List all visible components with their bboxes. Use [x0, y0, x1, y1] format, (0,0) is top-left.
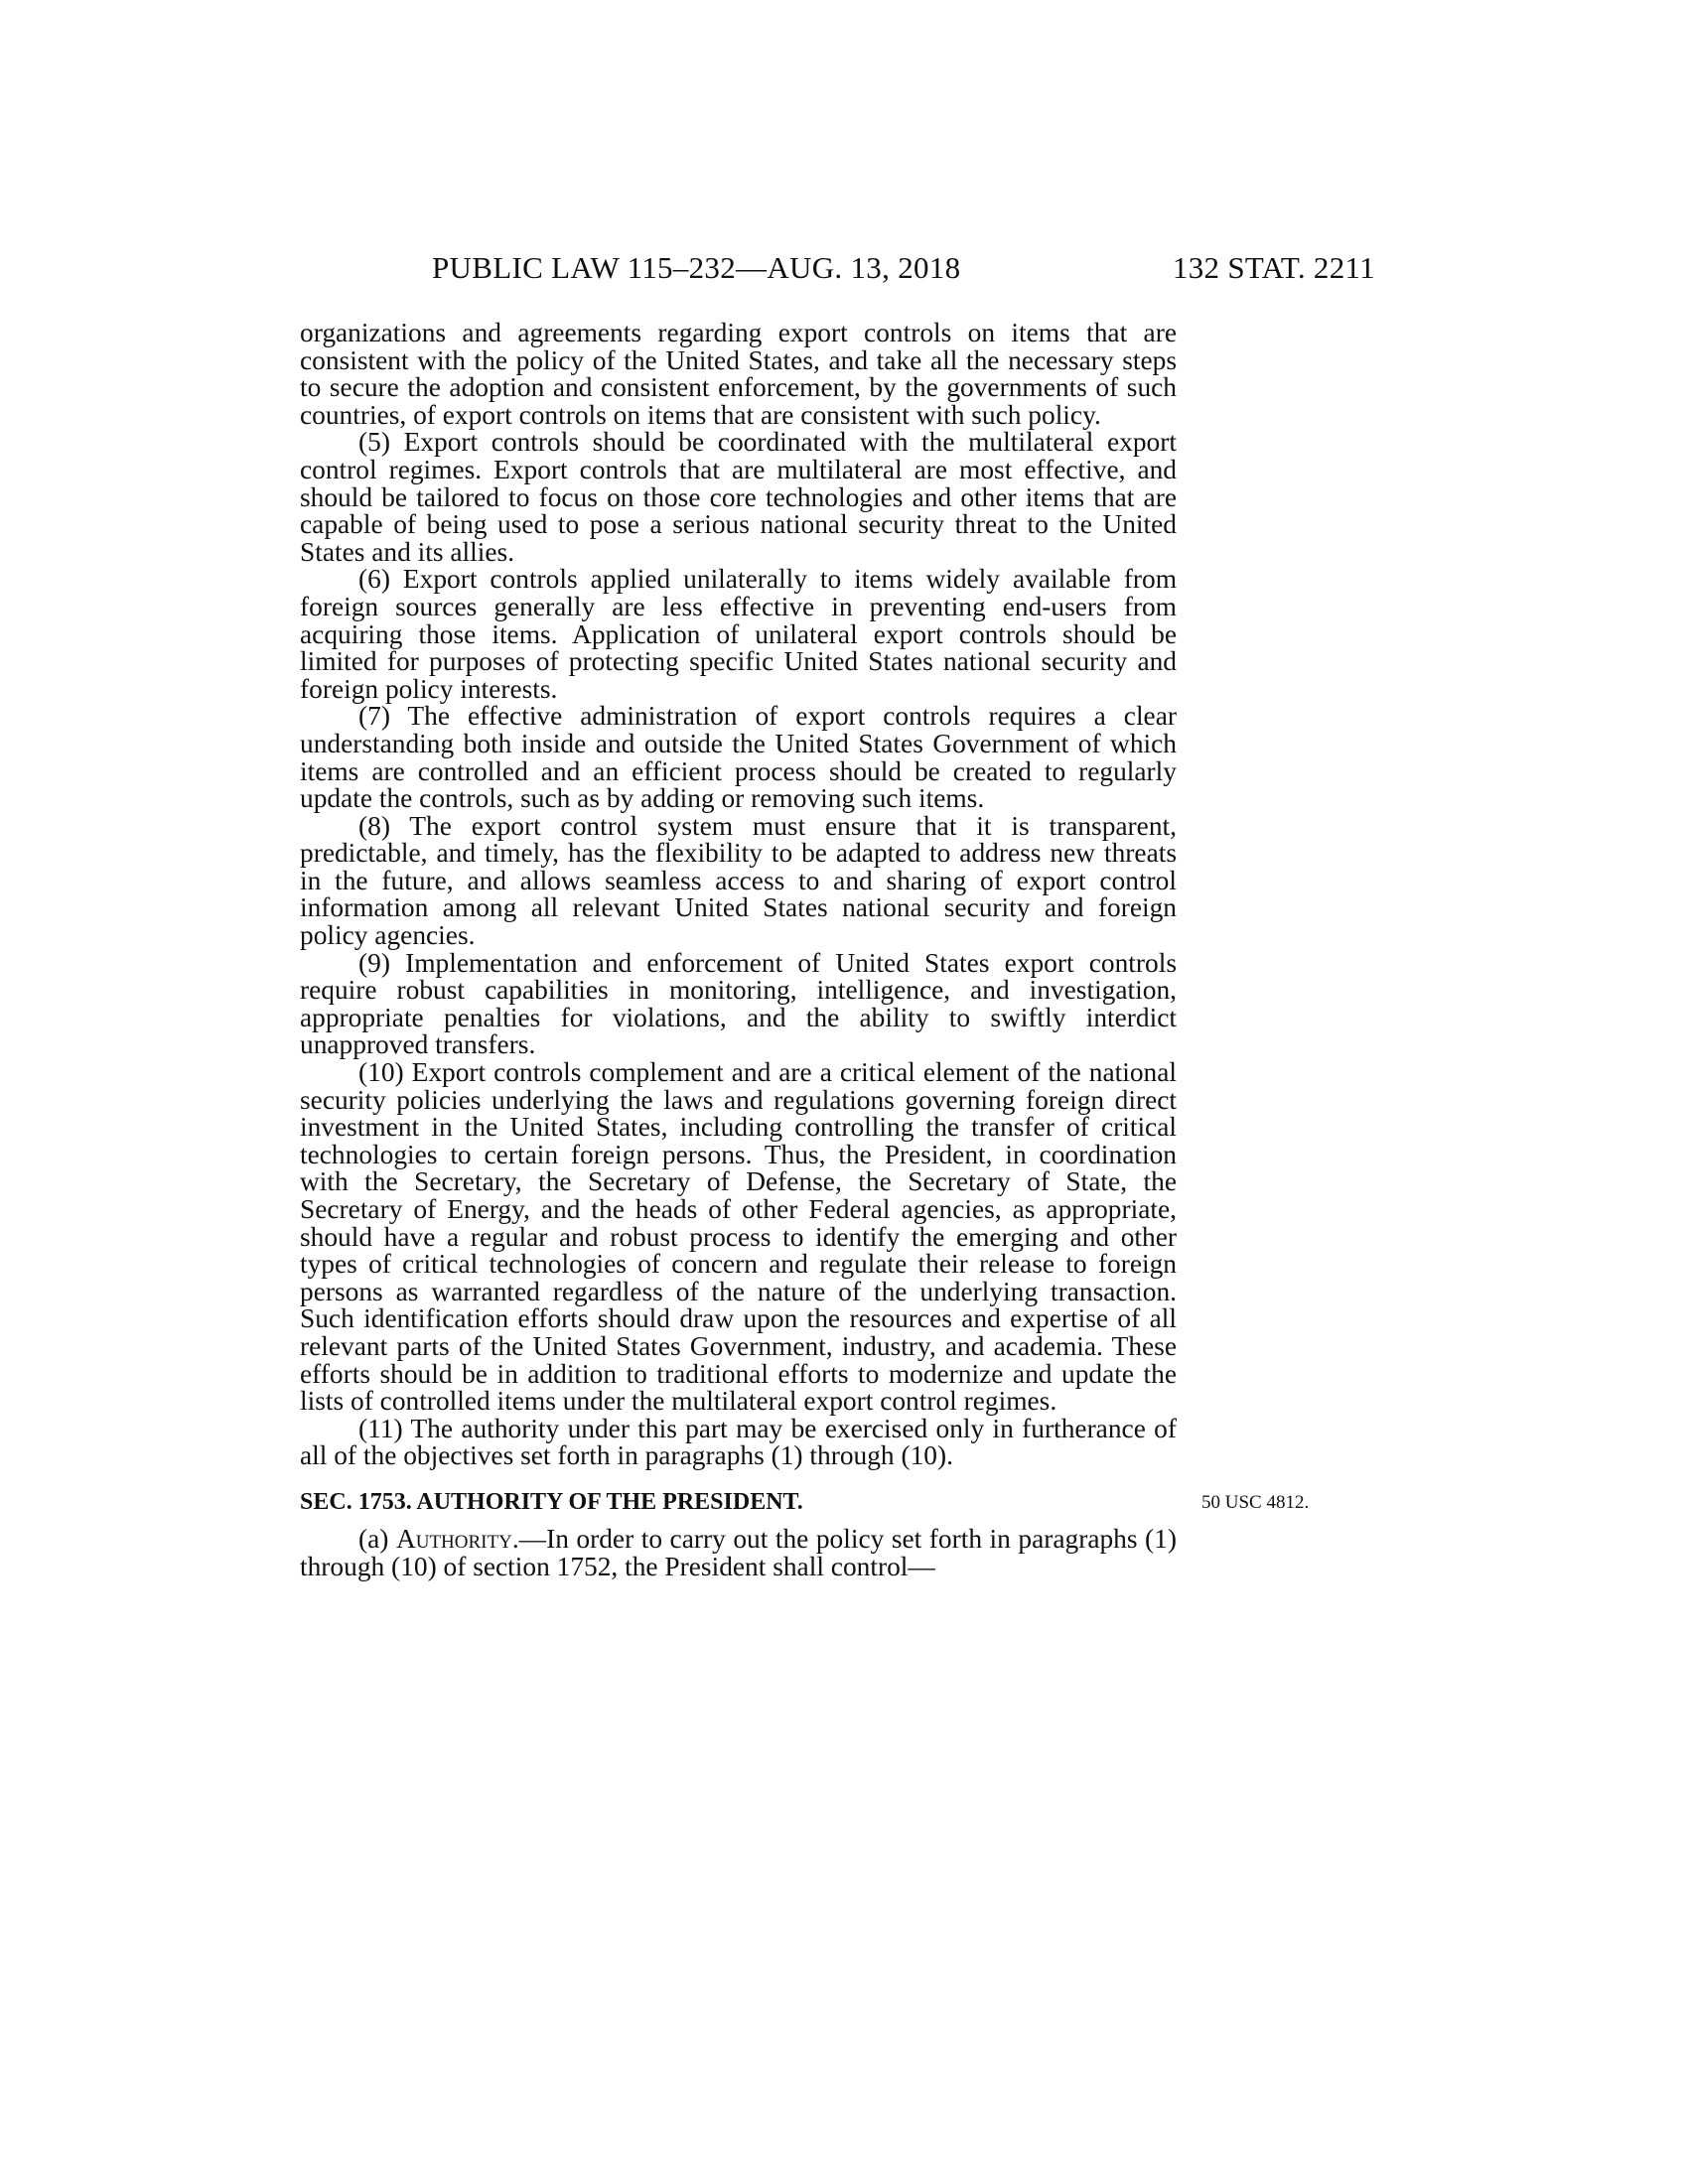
page-folio: 132 STAT. 2211: [1172, 250, 1375, 285]
body-text: [300, 320, 1177, 1580]
subsection-a-label: (a): [358, 1523, 396, 1554]
running-head: [432, 248, 1375, 288]
running-head-title: PUBLIC LAW 115–232—AUG. 13, 2018: [432, 250, 961, 285]
subsection-a-caption: Authority: [395, 1523, 512, 1554]
paragraph-5: (5) Export controls should be coordinated with the multilateral export control regimes. Export controls that are multilateral are most effective, and should be tailored to focus on those core technologies and other items that are capable of being used to pose a serious national security threat to the United States and its allies.: [300, 427, 1177, 567]
paragraph-8: (8) The export control system must ensure that it is transparent, predictable, and timely, has the flexibility to be adapted to address new threats in the future, and allows seamless access to and sharing of export control information among all relevant United States national security and foreign policy agencies.: [300, 810, 1177, 951]
paragraph-10: (10) Export controls complement and are a critical element of the national security policies underlying the laws and regulations governing foreign direct investment in the United States, including controlling the transfer of critical technologies to certain foreign persons. Thus, the President, in coordination with the Secretary, the Secretary of Defense, the Secretary of State, the Secretary of Energy, and the heads of other Federal agencies, as appropriate, should have a regular and robust process to identify the emerging and other types of critical technologies of concern and regulate their release to foreign persons as warranted regardless of the nature of the underlying transaction. Such identification efforts should draw upon the resources and expertise of all relevant parts of the United States Government, industry, and academia. These efforts should be in addition to traditional efforts to modernize and update the lists of controlled items under the multilateral export control regimes.: [300, 1057, 1177, 1417]
paragraph-7: (7) The effective administration of export controls requires a clear understanding both inside and outside the United States Government of which items are controlled and an efficient process should be created to regularly update the controls, such as by adding or removing such items.: [300, 701, 1177, 814]
subsection-a: [300, 1523, 1177, 1581]
usc-margin-note: 50 USC 4812.: [1201, 1491, 1310, 1513]
paragraph-continuation: organizations and agreements regarding export controls on items that are consistent with the policy of the United States, and take all the necessary steps to secure the adoption and consistent enforcement, by the governments of such countries, of export controls on items that are consistent with such policy.: [300, 318, 1177, 430]
paragraph-6: (6) Export controls applied unilaterally to items widely available from foreign sources generally are less effective in preventing end-users from acquiring those items. Application of unilateral export controls should be limited for purposes of protecting specific United States national security and foreign policy interests.: [300, 564, 1177, 704]
section-heading: SEC. 1753. AUTHORITY OF THE PRESIDENT.: [300, 1488, 803, 1515]
paragraph-9: (9) Implementation and enforcement of United States export controls require robust capabilities in monitoring, intelligence, and investigation, appropriate penalties for violations, and the ability to swiftly interdict unapproved transfers.: [300, 947, 1177, 1060]
subsection-a-text: .—In order to carry out the policy set forth in paragraphs (1) through (10) of section 1752, the President shall control—: [300, 1523, 1177, 1581]
paragraph-11: (11) The authority under this part may be exercised only in furtherance of all of the objectives set forth in paragraphs (1) through (10).: [300, 1413, 1177, 1471]
